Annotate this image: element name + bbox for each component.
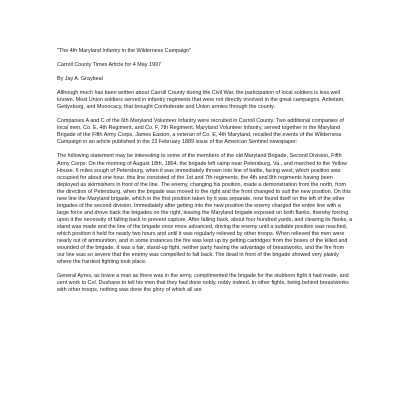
paragraph-statement: The following statement may be interesting to some of the members of the old Maryland Brigade, Second Division, Fifth Army Corps: On the morning of August 18th, 1864, the brigade left camp near Petersburg, Va., and marched to the Yellow House, 6 miles sough of Petersburg, when it was immediately thrown into line of battle, facing west, which position was occupied for about one hour. this line consisted of the 1st and 7th regiments, the 4th and 8th regiments having been deployed as skirmishers in front of the line. The enemy, changing his position, made a demonstration from the north, from the direction of Petersburg, when the brigade was moved to the right and the front changed to suit the new position. On this new line the Maryland brigade, which in the first position taken by it was separate, now found itself on the left of the other brigades of the second division. Immediately after getting into the new position the enemy charged the entire line with a large force and drove back the brigades on the right, leaving the Maryland brigade exposed on both flanks, thereby forcing upon it the necessity of falling back to prevent capture. After falling back, about four hundred yards, and clearing its flanks, a stand was made and the line of the brigade once more advanced, driving the enemy until a suitable position was reached, which position it held for nearly two hours and until it was regularly relieved by other troops. When relieved the men were nearly out of ammunition, and in some instances the fire was kept up by getting cartridges from the boxes of the killed and wounded of the brigade. It was a fair, stand-up fight, neither party having the advantage of breastworks, and the fire from our line was so severe that the enemy was compelled to fall back. The dead in front of the brigade showed very plainly where the hardest fighting took place. [57, 153, 353, 266]
paragraph-intro: Although much has been written about Carroll County during the Civil War, the participation of local soldiers is less well known. Most Union soldiers served in infantry regiments that were not directly involved in the great campaigns, Antietam, Gettysburg, and Monocacy, that brought Confederate and Union armies through the county. [57, 90, 345, 111]
paragraph-companies: Companies A and C of the 6th Maryland Volunteer Infantry were recruited in Carroll County. Two additional companies of local men, Co. E, 4th Regiment, and Co. F, 7th Regiment, Maryland Volunteer Infantry, served together in the Maryland Brigade of the Fifth Army Corps. James Easton, a veteran of Co. E, 4th Maryland, recalled the events of the Wilderness Campaign in an article published in the 23 February 1889 issue of the American Sentinel newspaper: [57, 118, 344, 146]
article-title: "The 4th Maryland Infantry in the Wilderness Campaign" [57, 48, 192, 54]
paragraph-general-ayres: General Ayres, as brave a man as there was in the army, complimented the brigade for the stubborn fight it had made, and sent work to Col. Dushane to tell his men that they had done nobly, nobly indeed. In other fights, being behind breastworks with other troops, nothing was done the glory of which all are [57, 273, 349, 294]
article-source: Carroll County Times Article for 4 May 1997 [57, 62, 161, 69]
article-body [57, 48, 353, 301]
article-byline: By Jay A. Graybeal [57, 76, 103, 83]
